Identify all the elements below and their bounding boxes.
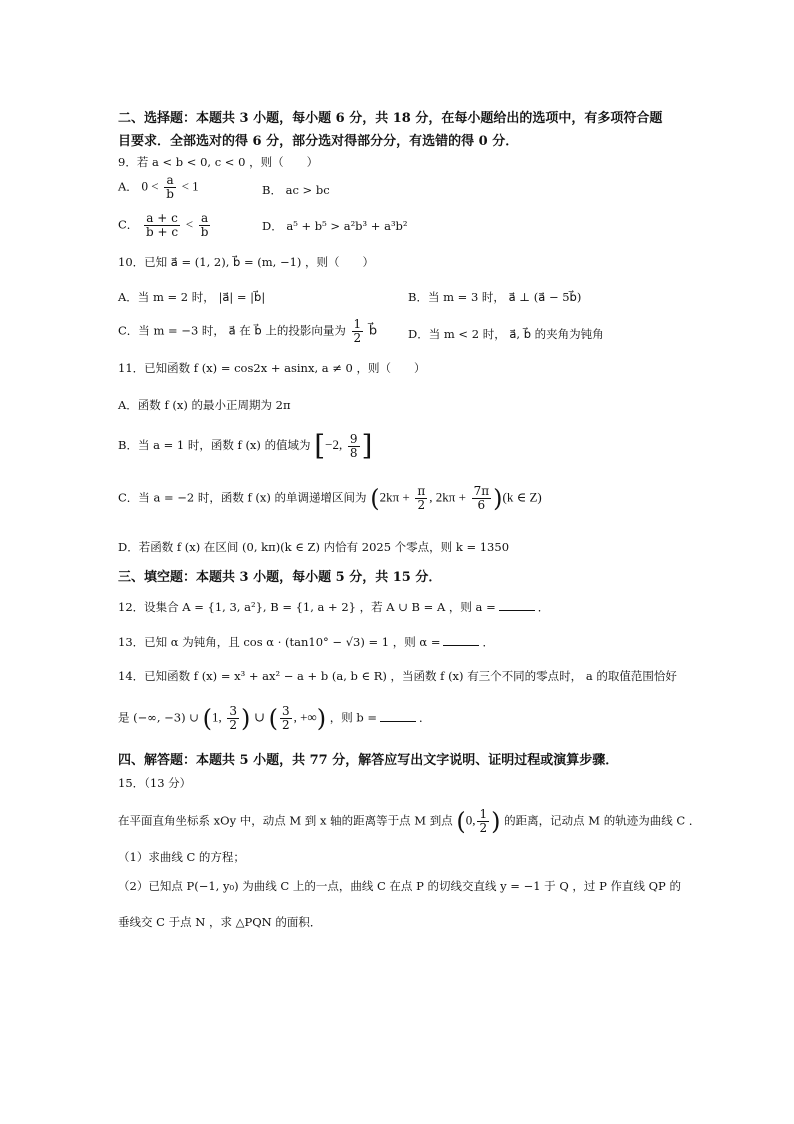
question-text: 在平面直角坐标系 xOy 中，动点 M 到 x 轴的距离等于点 M 到点 <box>118 813 453 828</box>
fraction-numerator: 1 <box>353 317 362 331</box>
section-2-title-line1: 二、选择题：本题共 3 小题，每小题 6 分，共 18 分，在每小题给出的选项中，有多项符合题 <box>118 111 663 126</box>
fraction-denominator: 2 <box>353 331 362 345</box>
fraction-denominator: 2 <box>479 821 488 835</box>
question-text: 13．已知 α 为钝角，且 cos α · (tan10° − √3) = 1 ，则 α = <box>118 635 441 649</box>
answer-blank[interactable] <box>443 633 479 646</box>
interval-start: −2, <box>325 437 343 452</box>
question-10-option-b: B．当 m = 3 时， a⃗ ⊥ (a⃗ − 5b⃗) <box>408 290 582 304</box>
fraction <box>415 485 427 512</box>
paren-left: ( <box>370 484 380 513</box>
option-math: 0 < <box>141 178 159 194</box>
question-9-option-c <box>118 212 212 239</box>
fraction-numerator: a <box>164 174 176 188</box>
fraction <box>348 433 360 460</box>
fraction-numerator: 3 <box>229 704 237 718</box>
option-text: B．当 a = 1 时，函数 f (x) 的值域为 <box>118 438 311 452</box>
option-math: < <box>185 216 194 232</box>
question-15-part1: （1）求曲线 C 的方程； <box>118 850 245 864</box>
paren-right: ) <box>240 704 251 733</box>
option-label: A． <box>118 179 138 194</box>
fraction <box>164 174 176 201</box>
question-text: 12．设集合 A = {1, 3, a²}, B = {1, a + 2} ，若 A ∪ B = A ，则 a = <box>118 600 496 614</box>
question-15-line1 <box>118 808 700 835</box>
fraction <box>352 318 364 345</box>
fraction-denominator: b + c <box>145 225 179 239</box>
fraction <box>199 212 211 239</box>
option-label: C． <box>118 217 139 232</box>
fraction-denominator: 2 <box>417 498 426 512</box>
question-10-stem: 10．已知 a⃗ = (1, 2), b⃗ = (m, −1) ，则（ ） <box>118 255 375 269</box>
question-14-line2 <box>118 705 431 732</box>
fraction-numerator: 1 <box>479 807 488 821</box>
question-11-stem: 11．已知函数 f (x) = cos2x + asinx, a ≠ 0 ，则（ ） <box>118 361 426 375</box>
question-9-option-b: B． ac > bc <box>262 183 330 197</box>
paren-right: ) <box>316 704 327 733</box>
question-11-option-c <box>118 485 542 512</box>
section-4-title: 四、解答题：本题共 5 小题，共 77 分，解答应写出文字说明、证明过程或演算步骤． <box>118 753 619 768</box>
question-13 <box>118 633 494 650</box>
question-10-option-d: D．当 m < 2 时， a⃗, b⃗ 的夹角为钝角 <box>408 327 604 341</box>
question-11-option-d: D．若函数 f (x) 在区间 (0, kπ)(k ∈ Z) 内恰有 2025 个零点，则 k = 1350 <box>118 540 510 554</box>
paren-left: ( <box>268 704 278 733</box>
option-math: (k ∈ Z) <box>502 489 542 505</box>
question-14-line1: 14．已知函数 f (x) = x³ + ax² − a + b (a, b ∈ R) ，当函数 f (x) 有三个不同的零点时， a 的取值范围恰好 <box>118 669 677 683</box>
question-11-option-a: A．函数 f (x) 的最小正周期为 2π <box>118 398 291 412</box>
question-end: ． <box>482 635 494 649</box>
fraction-numerator: 7π <box>473 484 490 498</box>
option-text: C．当 m = −3 时， a⃗ 在 b⃗ 上的投影向量为 <box>118 323 346 338</box>
point-coord: 0, <box>465 812 476 828</box>
fraction-denominator: 8 <box>349 445 358 460</box>
answer-blank[interactable] <box>499 598 535 611</box>
paren-right: ) <box>493 484 503 513</box>
paren-left: ( <box>456 807 466 836</box>
question-end: ． <box>537 600 550 614</box>
question-text: ，则 b = <box>329 710 378 725</box>
interval-part: 是 (−∞, −3) ∪ <box>118 710 199 725</box>
interval-part: 2kπ + <box>379 489 410 505</box>
union-symbol: ∪ <box>254 709 265 725</box>
question-10-option-c <box>118 318 377 345</box>
fraction-denominator: b <box>200 225 209 239</box>
fraction <box>227 705 239 732</box>
question-text: 的距离，记动点 M 的轨迹为曲线 C ． <box>504 813 701 828</box>
option-text: C．当 a = −2 时，函数 f (x) 的单调递增区间为 <box>118 490 367 505</box>
question-12 <box>118 598 549 615</box>
bracket-left: [ <box>314 429 326 462</box>
fraction <box>144 212 180 239</box>
fraction-denominator: 2 <box>229 718 237 732</box>
section-2-title-line2: 目要求．全部选对的得 6 分，部分选对得部分分，有选错的得 0 分． <box>118 134 519 149</box>
option-math: b⃗ <box>368 322 378 338</box>
question-11-option-b <box>118 429 373 462</box>
fraction-denominator: 2 <box>281 718 290 732</box>
interval-part: 1, <box>211 709 222 725</box>
fraction-denominator: 6 <box>477 498 486 512</box>
fraction <box>280 705 292 732</box>
answer-blank[interactable] <box>380 709 416 722</box>
fraction-denominator: b <box>166 187 174 201</box>
question-9-option-d: D． a⁵ + b⁵ > a²b³ + a³b² <box>262 219 408 233</box>
paren-right: ) <box>491 807 501 836</box>
fraction-numerator: π <box>417 484 426 498</box>
fraction <box>472 485 492 512</box>
question-9-option-a <box>118 174 199 201</box>
question-end: ． <box>419 710 431 725</box>
fraction <box>477 808 489 835</box>
option-math-tail: < 1 <box>181 178 199 194</box>
fraction-numerator: a <box>199 212 211 226</box>
interval-part: , +∞ <box>293 709 317 725</box>
bracket-right: ] <box>361 429 373 462</box>
fraction-numerator: a + c <box>144 212 180 226</box>
question-15-head: 15．（13 分） <box>118 776 192 790</box>
question-9-stem: 9．若 a < b < 0, c < 0 ，则（ ） <box>118 155 319 169</box>
interval-part: , 2kπ + <box>429 489 466 505</box>
fraction-numerator: 3 <box>281 704 290 718</box>
question-15-part2-line2: 垂线交 C 于点 N ，求 △PQN 的面积． <box>118 915 322 929</box>
section-3-title: 三、填空题：本题共 3 小题，每小题 5 分，共 15 分． <box>118 570 442 585</box>
fraction-numerator: 9 <box>349 431 358 446</box>
question-15-part2-line1: （2）已知点 P(−1, y₀) 为曲线 C 上的一点，曲线 C 在点 P 的切线交直线 y = −1 于 Q ，过 P 作直线 QP 的 <box>118 879 681 893</box>
question-10-option-a: A．当 m = 2 时， |a⃗| = |b⃗| <box>118 290 266 304</box>
paren-left: ( <box>202 704 212 733</box>
